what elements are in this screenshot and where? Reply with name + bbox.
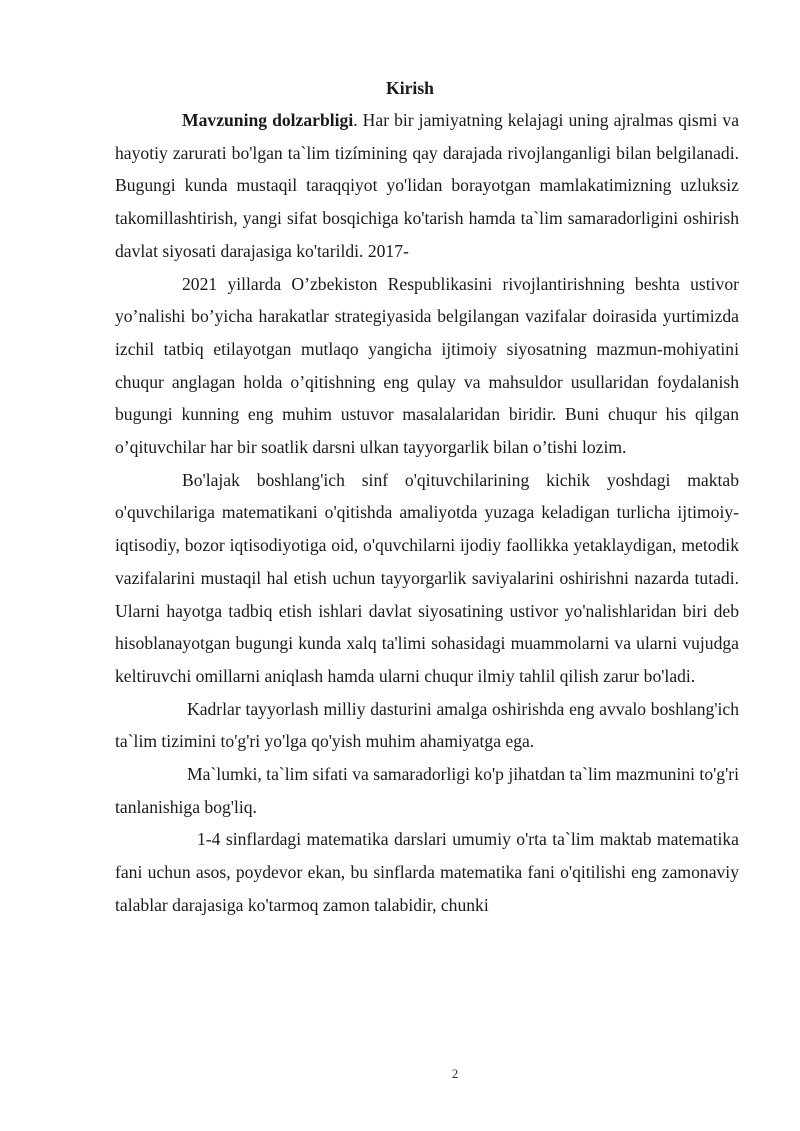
paragraph-cadres: Kadrlar tayyorlash milliy dasturini amalga oshirishda eng avvalo boshlang'ich ta`lim tizimini to'g'ri yo'lga qo'yish muhim ahamiyatga ega. [115, 698, 739, 752]
paragraph-strategy: 2021 yillarda O’zbekiston Respublikasini rivojlantirishning beshta ustivor yo’nalishi bo’yicha harakatlar strategiyasida belgilangan vazifalar doirasida yurtimizda izchil tatbiq etilayotgan mutlaqo yangicha ijtimoiy siyosatning mazmun-mohiyatini chuqur anglagan holda o’qitishning eng qulay va mahsuldor usullaridan foydalanish bugungi kunning eng muhim ustuvor masalalaridan biridir. Buni chuqur his qilgan o’qituvchilar har bir soatlik darsni ulkan tayyorgarlik bilan o’tishi lozim. [115, 273, 739, 458]
paragraph-relevance [115, 104, 739, 268]
paragraph-grades: 1-4 sinflardagi matematika darslari umumiy o'rta ta`lim maktab matematika fani uchun asos, poydevor ekan, bu sinflarda matematika fani o'qitilishi eng zamonaviy talablar darajasiga ko'tarmoq zamon talabidir, chunki [115, 829, 739, 915]
section-title: Kirish [386, 78, 434, 98]
paragraph-quality: Ma`lumki, ta`lim sifati va samaradorligi ko'p jihatdan ta`lim mazmunini to'g'ri tanlanishiga bog'liq. [115, 764, 739, 817]
paragraph-lead: Mavzuning dolzarbligi [182, 110, 354, 130]
paragraph-text: . Har bir jamiyatning kelajagi uning ajralmas qismi va hayotiy zarurati bo'lgan ta`lim tizímining qay darajada rivojlanganligi bilan belgilanadi. Bugungi kunda mustaqil taraqqiyot yo'lidan borayotgan mamlakatimizning uzluksiz takomillashtirish, yangi sifat bosqichiga ko'tarish hamda ta`lim samaradorligini oshirish davlat siyosati darajasiga ko'tarildi. 2017- [115, 110, 739, 261]
paragraph-teachers: Bo'lajak boshlang'ich sinf o'qituvchilarining kichik yoshdagi maktab o'quvchilariga matematikani o'qitishda amaliyotda yuzaga keladigan turlicha ijtimoiy-iqtisodiy, bozor iqtisodiyotiga oid, o'quvchilarni ijodiy faollikka yetaklaydigan, metodik vazifalarini mustaqil hal etish uchun tayyorgarlik saviyalarini oshirishni nazarda tutadi. Ularni hayotga tadbiq etish ishlari davlat siyosatining ustivor yo'nalishlaridan biri deb hisoblanayotgan bugungi kunda xalq ta'limi sohasidagi muammolarni va ularni vujudga keltiruvchi omillarni aniqlash hamda ularni chuqur ilmiy tahlil qilish zarur bo'ladi. [115, 469, 739, 686]
page-number: 2 [451, 1066, 459, 1081]
document-body [115, 104, 739, 922]
